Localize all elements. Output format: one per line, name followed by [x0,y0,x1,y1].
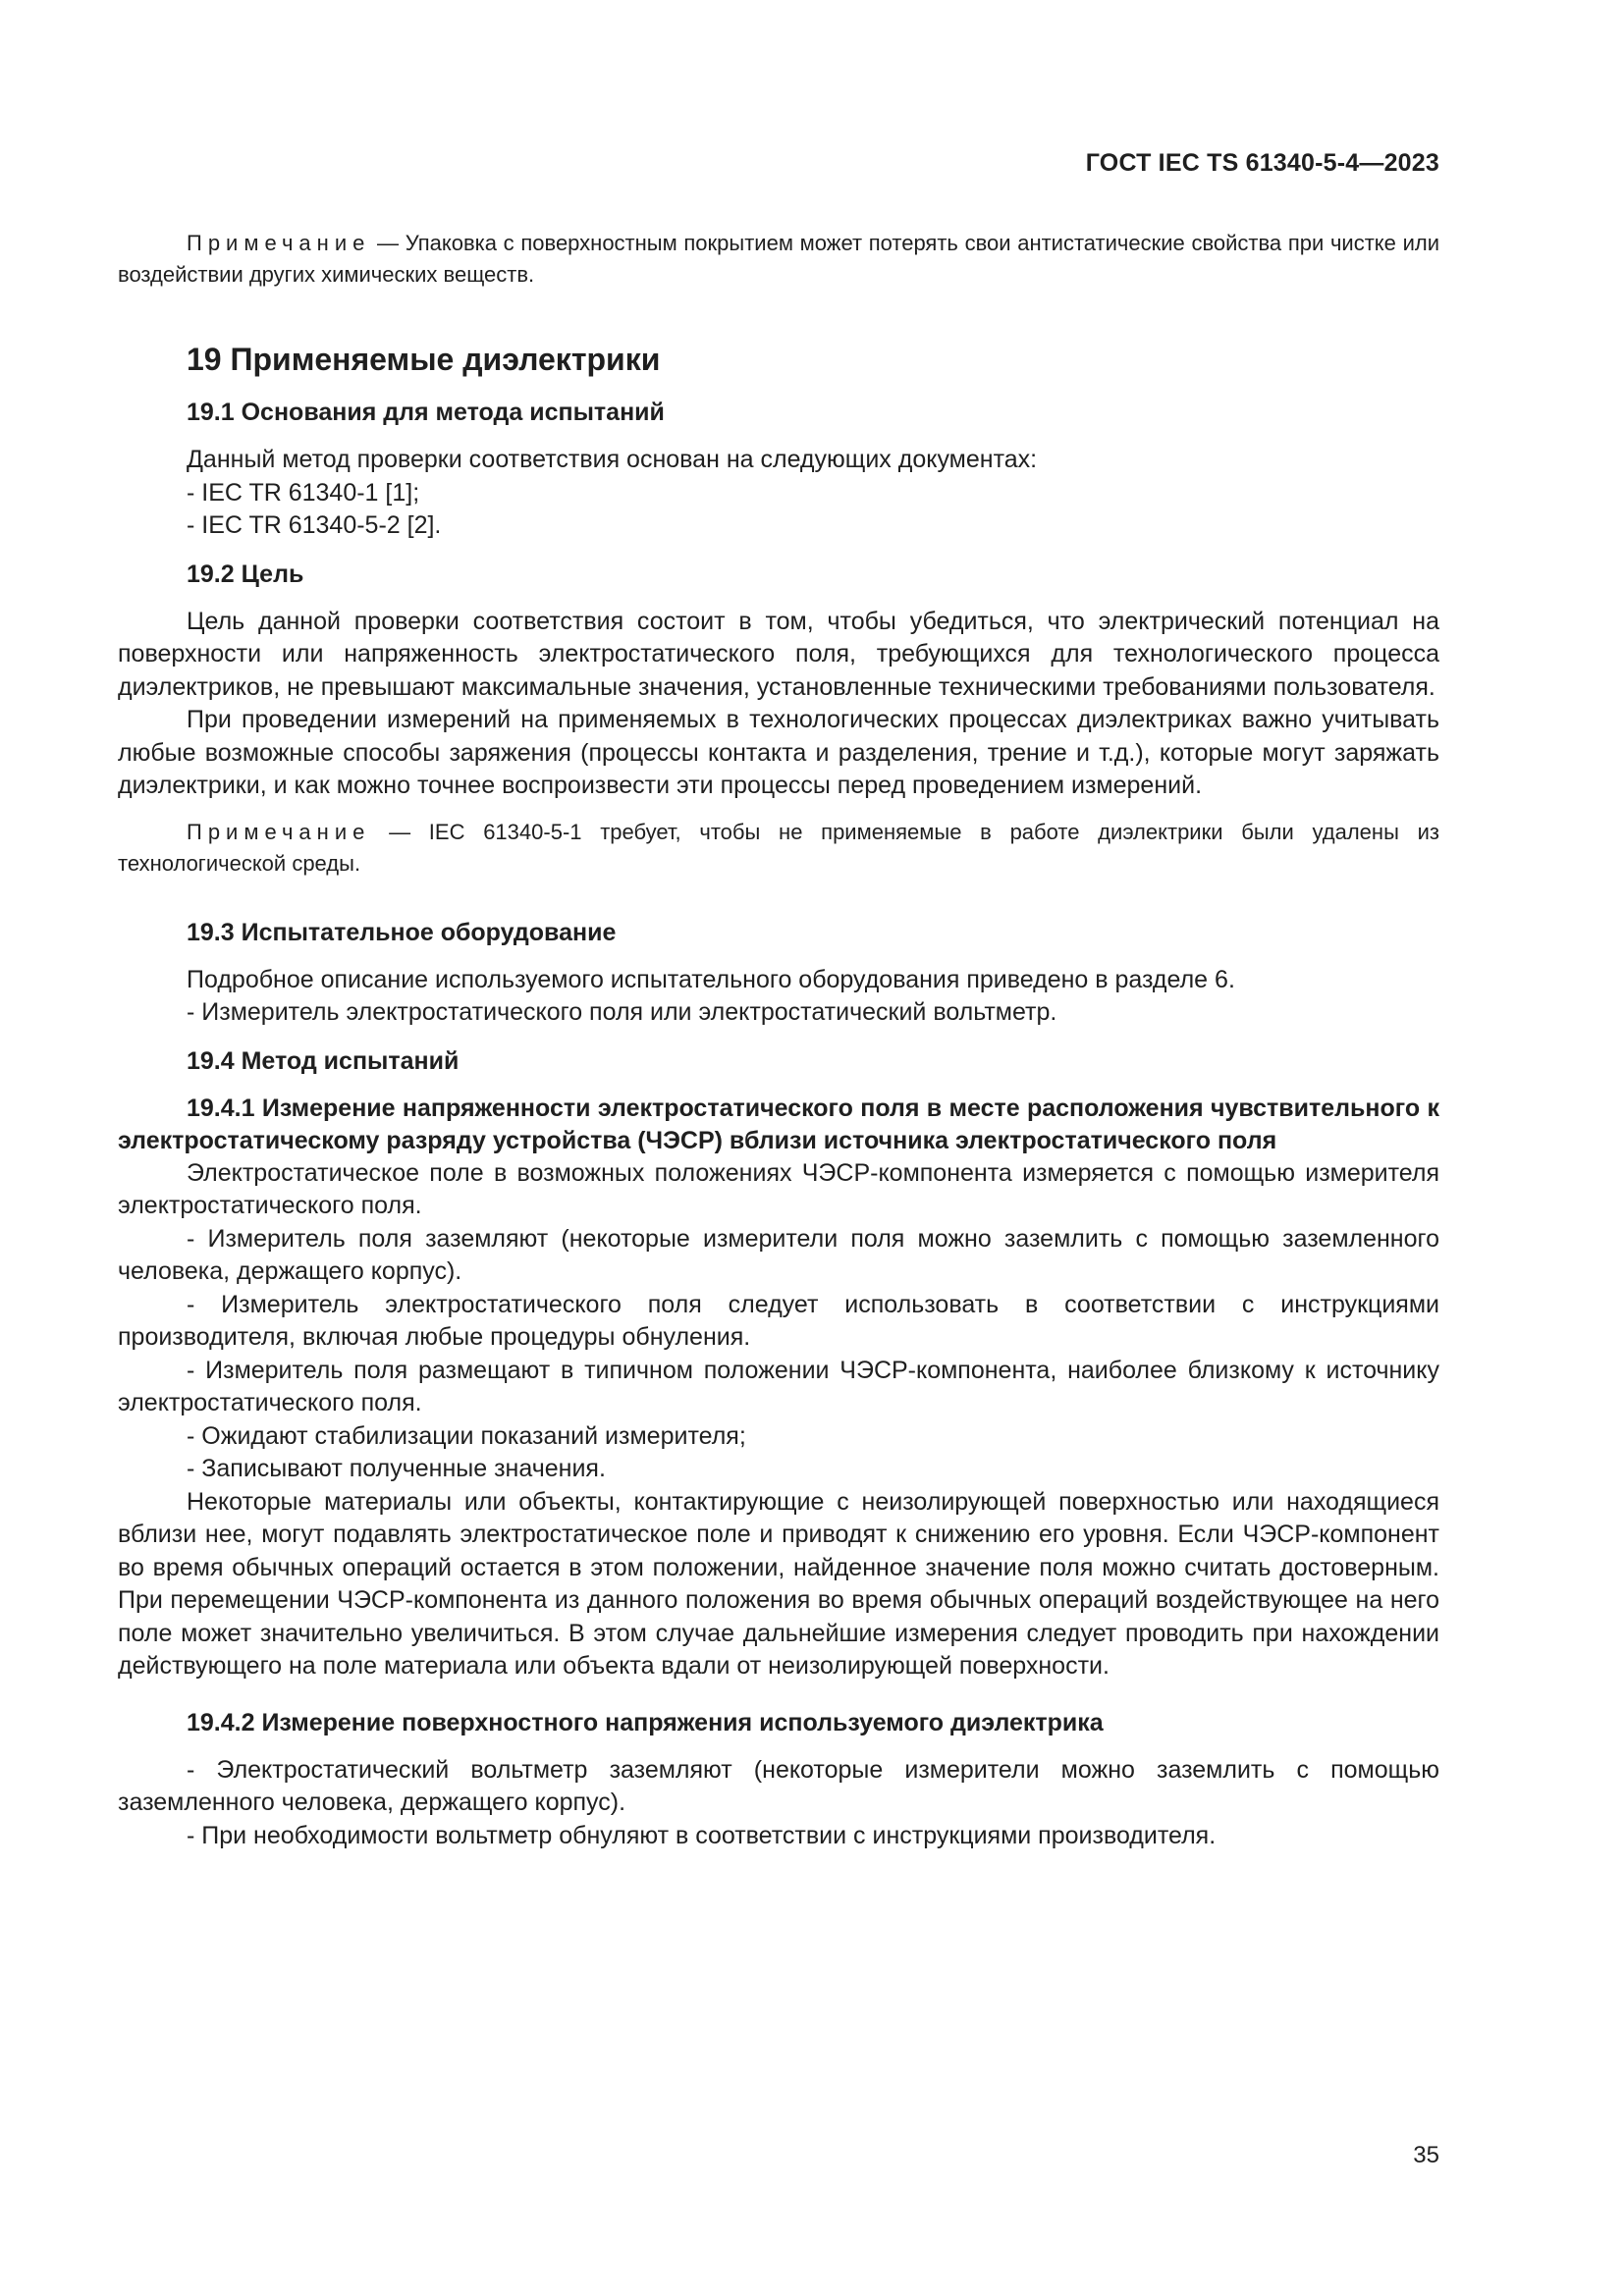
section-19-4-1-step: - Измеритель поля заземляют (некоторые измерители поля можно заземлить с помощью заземленного человека, держащего корпус). [118,1224,1439,1285]
standard-code-header: ГОСТ IEC TS 61340-5-4—2023 [1085,149,1439,177]
section-19-4-1-step: - Ожидают стабилизации показаний измерителя; [187,1421,746,1450]
section-19-4-1-title: 19.4.1 Измерение напряженности электростатического поля в месте расположения чувствительного к электростатическому разряду устройства (ЧЭСР) вблизи источника электростатического поля [118,1094,1439,1154]
section-19-2-title: 19.2 Цель [187,560,304,588]
section-19-2-paragraph: Цель данной проверки соответствия состоит в том, чтобы убедиться, что электрический потенциал на поверхности или напряженность электростатического поля, требующихся для технологического процесса диэлектриков, не превышают максимальные значения, установленные техническими требованиями пользователя. [118,607,1439,701]
section-19-4-2-title: 19.4.2 Измерение поверхностного напряжения используемого диэлектрика [187,1708,1104,1736]
note-text: — IEC 61340-5-1 требует, чтобы не применяемые в работе диэлектрики были удалены из технологической среды. [118,819,1439,876]
note-label: Примечание [187,231,371,255]
note-text: — Упаковка с поверхностным покрытием может потерять свои антистатические свойства при чистке или воздействии других химических веществ. [118,231,1439,287]
section-19-4-2-step: - Электростатический вольтметр заземляют (некоторые измерители можно заземлить с помощью заземленного человека, держащего корпус). [118,1755,1439,1816]
section-19-3-title: 19.3 Испытательное оборудование [187,918,617,946]
note-label: Примечание [187,819,371,844]
section-19-2-paragraph: При проведении измерений на применяемых в технологических процессах диэлектриках важно учитывать любые возможные способы заряжения (процессы контакта и разделения, трение и т.д.), которые могут заряжать диэлектрики, и как можно точнее воспроизвести эти процессы перед проведением измерений. [118,706,1439,799]
note-packaging [118,228,1439,291]
section-19-4-1-step: - Измеритель поля размещают в типичном положении ЧЭСР-компонента, наиболее близкому к источнику электростатического поля. [118,1356,1439,1416]
section-19-3-paragraph: Подробное описание используемого испытательного оборудования приведено в разделе 6. [187,965,1235,993]
page-content [118,228,1439,1852]
section-19-4-1-paragraph: Некоторые материалы или объекты, контактирующие с неизолирующей поверхностью или находящиеся вблизи нее, могут подавлять электростатическое поле и приводят к снижению его уровня. Если ЧЭСР-компонент во время обычных операций остается в этом положении, найденное значение поля можно считать достоверным. При перемещении ЧЭСР-компонента из данного положения во время обычных операций воздействующее на него поле может значительно увеличиться. В этом случае дальнейшие измерения следует проводить при нахождении действующего на поле материала или объекта вдали от неизолирующей поверхности. [118,1487,1439,1680]
section-19-3-item: - Измеритель электростатического поля или электростатический вольтметр. [187,998,1057,1026]
reference-item: - IEC TR 61340-5-2 [2]. [187,511,442,539]
reference-item: - IEC TR 61340-1 [1]; [187,478,420,507]
note-iec [118,817,1439,880]
section-19-4-2-step: - При необходимости вольтметр обнуляют в соответствии с инструкциями производителя. [187,1821,1217,1849]
section-19-4-1-step: - Измеритель электростатического поля следует использовать в соответствии с инструкциями производителя, включая любые процедуры обнуления. [118,1290,1439,1351]
section-19-title: 19 Применяемые диэлектрики [187,342,661,377]
section-19-1-title: 19.1 Основания для метода испытаний [187,399,665,426]
section-19-1-intro: Данный метод проверки соответствия основан на следующих документах: [187,446,1038,473]
section-19-4-title: 19.4 Метод испытаний [187,1046,460,1075]
section-19-4-1-paragraph: Электростатическое поле в возможных положениях ЧЭСР-компонента измеряется с помощью измерителя электростатического поля. [118,1158,1439,1219]
page-number: 35 [1413,2142,1439,2168]
section-19-4-1-step: - Записывают полученные значения. [187,1455,606,1482]
